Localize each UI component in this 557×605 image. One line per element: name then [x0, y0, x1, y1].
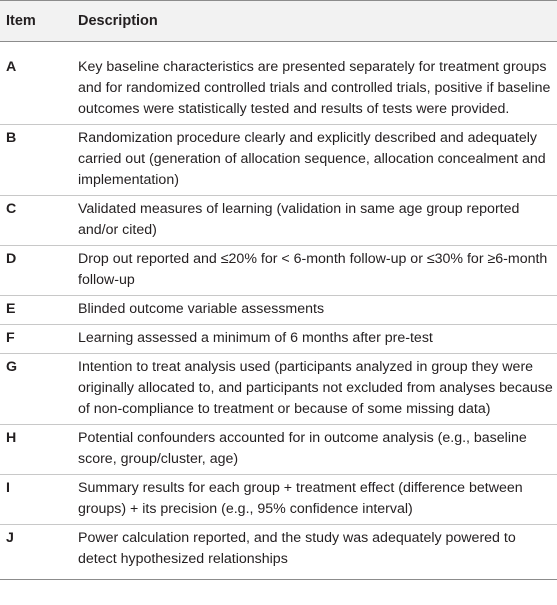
table-header [0, 1, 557, 42]
row-item-label: I [0, 475, 77, 525]
row-description: Key baseline characteristics are presented separately for treatment groups and for randomized controlled trials and controlled trials, positive if baseline outcomes were statistically tested and results of tests were provided. [77, 42, 557, 125]
header-description: Description [77, 1, 557, 42]
row-item-label: G [0, 354, 77, 425]
table-row [0, 296, 557, 325]
table-row [0, 475, 557, 525]
row-description: Potential confounders accounted for in outcome analysis (e.g., baseline score, group/cluster, age) [77, 425, 557, 475]
row-description: Blinded outcome variable assessments [77, 296, 557, 325]
row-item-label: H [0, 425, 77, 475]
row-item-label: D [0, 246, 77, 296]
row-description: Power calculation reported, and the study was adequately powered to detect hypothesized relationships [77, 525, 557, 580]
row-item-label: J [0, 525, 77, 580]
table-row [0, 425, 557, 475]
row-item-label: B [0, 125, 77, 196]
header-item: Item [0, 1, 77, 42]
table-row [0, 525, 557, 580]
row-description: Validated measures of learning (validation in same age group reported and/or cited) [77, 196, 557, 246]
row-description: Drop out reported and ≤20% for < 6-month follow-up or ≤30% for ≥6-month follow-up [77, 246, 557, 296]
table-row [0, 125, 557, 196]
row-description: Summary results for each group + treatment effect (difference between groups) + its precision (e.g., 95% confidence interval) [77, 475, 557, 525]
row-description: Randomization procedure clearly and explicitly described and adequately carried out (generation of allocation sequence, allocation concealment and implementation) [77, 125, 557, 196]
header-row [0, 1, 557, 42]
table-body [0, 42, 557, 580]
row-description: Intention to treat analysis used (participants analyzed in group they were originally allocated to, and participants not excluded from analyses because of non-compliance to treatment or because of some missing data) [77, 354, 557, 425]
row-item-label: F [0, 325, 77, 354]
table-row [0, 325, 557, 354]
table-row [0, 246, 557, 296]
table-row [0, 42, 557, 125]
row-item-label: E [0, 296, 77, 325]
row-description: Learning assessed a minimum of 6 months after pre-test [77, 325, 557, 354]
row-item-label: A [0, 42, 77, 125]
table-row [0, 354, 557, 425]
table-row [0, 196, 557, 246]
row-item-label: C [0, 196, 77, 246]
